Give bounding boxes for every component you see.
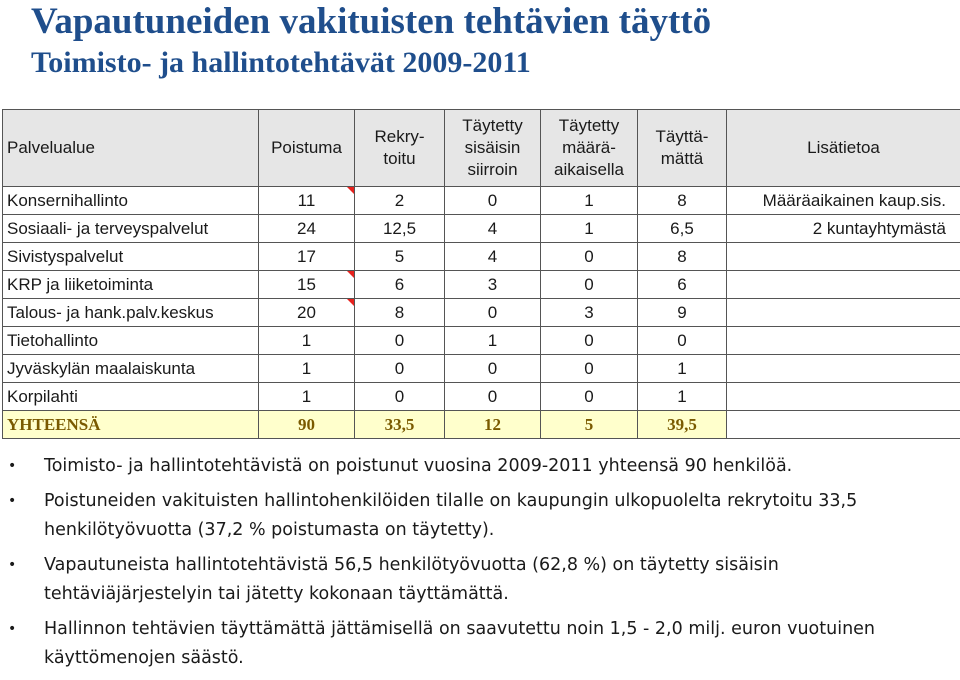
total-sisaisin: 12 xyxy=(445,411,541,439)
sisaisin-cell: 0 xyxy=(445,355,541,383)
tayttamatta-cell: 6 xyxy=(638,271,727,299)
page-title: Vapautuneiden vakituisten tehtävien täyttö xyxy=(31,1,712,42)
poistuma-cell: 17 xyxy=(259,243,355,271)
bullet-text: Toimisto- ja hallintotehtävistä on poistunut vuosina 2009-2011 yhteensä 90 henkilöä. xyxy=(44,456,793,476)
tayttamatta-cell: 6,5 xyxy=(638,215,727,243)
rekrytoitu-cell: 6 xyxy=(355,271,445,299)
total-rekrytoitu: 33,5 xyxy=(355,411,445,439)
lisatietoa-cell: Määräaikainen kaup.sis. xyxy=(727,187,960,215)
rekrytoitu-cell: 0 xyxy=(355,355,445,383)
maaraaikaisella-cell: 0 xyxy=(541,243,638,271)
table-header-row xyxy=(3,110,960,187)
comment-marker xyxy=(347,271,354,278)
bullet-item xyxy=(0,615,940,673)
column-header: Täytetty sisäisin siirroin xyxy=(445,110,541,187)
maaraaikaisella-cell: 0 xyxy=(541,383,638,411)
bullet-icon: • xyxy=(8,493,17,509)
column-header: Rekry-toitu xyxy=(355,110,445,187)
rekrytoitu-cell: 5 xyxy=(355,243,445,271)
bullet-item xyxy=(0,551,940,609)
sisaisin-cell: 3 xyxy=(445,271,541,299)
poistuma-cell: 11 xyxy=(259,187,355,215)
poistuma-cell: 20 xyxy=(259,299,355,327)
poistuma-cell: 1 xyxy=(259,383,355,411)
row-name: Talous- ja hank.palv.keskus xyxy=(3,299,259,327)
bullet-item xyxy=(0,452,940,481)
total-tayttamatta: 39,5 xyxy=(638,411,727,439)
table-row xyxy=(3,243,960,271)
page-subtitle: Toimisto- ja hallintotehtävät 2009-2011 xyxy=(31,46,531,79)
table-row xyxy=(3,383,960,411)
comment-marker xyxy=(347,187,354,194)
row-name: Jyväskylän maalaiskunta xyxy=(3,355,259,383)
rekrytoitu-cell: 0 xyxy=(355,327,445,355)
rekrytoitu-cell: 12,5 xyxy=(355,215,445,243)
tayttamatta-cell: 8 xyxy=(638,243,727,271)
bullet-icon: • xyxy=(8,621,17,637)
poistuma-cell: 24 xyxy=(259,215,355,243)
table-row xyxy=(3,187,960,215)
tayttamatta-cell: 1 xyxy=(638,355,727,383)
rekrytoitu-cell: 2 xyxy=(355,187,445,215)
tayttamatta-cell: 1 xyxy=(638,383,727,411)
total-poistuma: 90 xyxy=(259,411,355,439)
tayttamatta-cell: 0 xyxy=(638,327,727,355)
maaraaikaisella-cell: 1 xyxy=(541,187,638,215)
summary-bullets xyxy=(0,452,940,679)
rekrytoitu-cell: 8 xyxy=(355,299,445,327)
column-header: Palvelualue xyxy=(3,110,259,187)
row-name: Sosiaali- ja terveyspalvelut xyxy=(3,215,259,243)
lisatietoa-cell xyxy=(727,243,960,271)
total-maaraaikaisella: 5 xyxy=(541,411,638,439)
total-label: YHTEENSÄ xyxy=(3,411,259,439)
maaraaikaisella-cell: 0 xyxy=(541,271,638,299)
lisatietoa-cell xyxy=(727,327,960,355)
maaraaikaisella-cell: 1 xyxy=(541,215,638,243)
poistuma-cell: 15 xyxy=(259,271,355,299)
lisatietoa-cell xyxy=(727,383,960,411)
table-row xyxy=(3,355,960,383)
row-name: Konsernihallinto xyxy=(3,187,259,215)
column-header: Täytetty määrä-aikaisella xyxy=(541,110,638,187)
table-row xyxy=(3,215,960,243)
bullet-icon: • xyxy=(8,458,17,474)
table-total-row xyxy=(3,411,960,439)
rekrytoitu-cell: 0 xyxy=(355,383,445,411)
bullet-text: Vapautuneista hallintotehtävistä 56,5 henkilötyövuotta (62,8 %) on täytetty sisäisin tehtäviäjärjestelyin tai jätetty kokonaan täyttämättä. xyxy=(44,555,779,604)
lisatietoa-cell: 2 kuntayhtymästä xyxy=(727,215,960,243)
row-name: KRP ja liiketoiminta xyxy=(3,271,259,299)
maaraaikaisella-cell: 3 xyxy=(541,299,638,327)
comment-marker xyxy=(347,299,354,306)
lisatietoa-cell xyxy=(727,271,960,299)
staffing-table xyxy=(2,109,960,439)
table-row xyxy=(3,327,960,355)
sisaisin-cell: 1 xyxy=(445,327,541,355)
tayttamatta-cell: 8 xyxy=(638,187,727,215)
lisatietoa-cell xyxy=(727,355,960,383)
column-header: Poistuma xyxy=(259,110,355,187)
table-row xyxy=(3,299,960,327)
sisaisin-cell: 0 xyxy=(445,299,541,327)
table-row xyxy=(3,271,960,299)
sisaisin-cell: 0 xyxy=(445,187,541,215)
row-name: Sivistyspalvelut xyxy=(3,243,259,271)
maaraaikaisella-cell: 0 xyxy=(541,355,638,383)
poistuma-cell: 1 xyxy=(259,355,355,383)
row-name: Korpilahti xyxy=(3,383,259,411)
lisatietoa-cell xyxy=(727,299,960,327)
bullet-item xyxy=(0,487,940,545)
total-lisatietoa xyxy=(727,411,960,439)
sisaisin-cell: 4 xyxy=(445,215,541,243)
maaraaikaisella-cell: 0 xyxy=(541,327,638,355)
sisaisin-cell: 0 xyxy=(445,383,541,411)
tayttamatta-cell: 9 xyxy=(638,299,727,327)
row-name: Tietohallinto xyxy=(3,327,259,355)
column-header: Täyttä-mättä xyxy=(638,110,727,187)
poistuma-cell: 1 xyxy=(259,327,355,355)
column-header: Lisätietoa xyxy=(727,110,960,187)
bullet-text: Hallinnon tehtävien täyttämättä jättämisellä on saavutettu noin 1,5 - 2,0 milj. euron vuotuinen käyttömenojen säästö. xyxy=(44,619,876,668)
bullet-icon: • xyxy=(8,557,17,573)
bullet-text: Poistuneiden vakituisten hallintohenkilöiden tilalle on kaupungin ulkopuolelta rekrytoitu 33,5 henkilötyövuotta (37,2 % poistumasta on täytetty). xyxy=(44,491,858,540)
sisaisin-cell: 4 xyxy=(445,243,541,271)
